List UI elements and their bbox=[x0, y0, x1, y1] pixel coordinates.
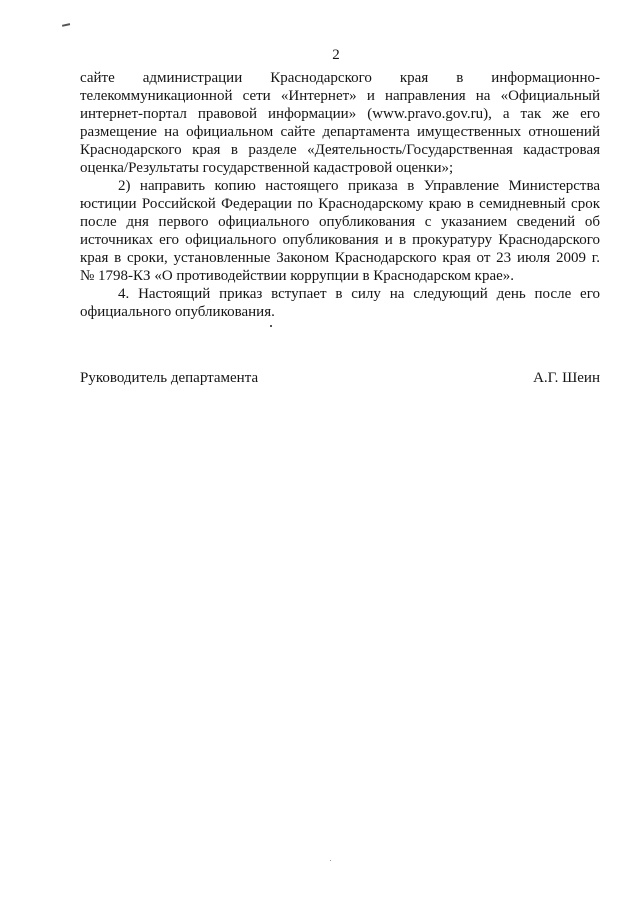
text-line: края в сроки, установленные Законом Краснодарского края от 23 июля 2009 г. bbox=[80, 250, 600, 266]
signatory-position: Руководитель департамента bbox=[80, 370, 259, 386]
scan-speck bbox=[330, 860, 331, 861]
text-line: сайте администрации Краснодарского края в информационно- bbox=[80, 70, 600, 86]
text-line: телекоммуникационной сети «Интернет» и направления на «Официальный bbox=[80, 88, 600, 104]
document-body bbox=[80, 69, 600, 321]
text-line: источниках его официального опубликования и в прокуратуру Краснодарского bbox=[80, 232, 600, 248]
text-line: размещение на официальном сайте департамента имущественных отношений bbox=[80, 124, 600, 140]
scan-mark bbox=[62, 23, 70, 26]
text-line: юстиции Российской Федерации по Краснодарскому краю в семидневный срок bbox=[80, 196, 600, 212]
signature-block bbox=[80, 369, 600, 387]
scan-speck bbox=[270, 325, 272, 327]
text-line: 4. Настоящий приказ вступает в силу на следующий день после его bbox=[118, 286, 600, 302]
signatory-name: А.Г. Шеин bbox=[533, 370, 600, 386]
text-line: после дня первого официального опубликования с указанием сведений об bbox=[80, 214, 600, 230]
text-line: Краснодарского края в разделе «Деятельность/Государственная кадастровая bbox=[80, 142, 600, 158]
text-line: интернет-портал правовой информации» (www.pravo.gov.ru), а так же его bbox=[80, 106, 600, 122]
paragraph-item-4 bbox=[80, 285, 600, 321]
paragraph-continuation bbox=[80, 69, 600, 177]
text-line: 2) направить копию настоящего приказа в Управление Министерства bbox=[118, 178, 600, 194]
text-line: оценка/Результаты государственной кадастровой оценки»; bbox=[80, 160, 454, 176]
page-number: 2 bbox=[332, 47, 340, 63]
text-line: официального опубликования. bbox=[80, 304, 275, 320]
paragraph-item-2 bbox=[80, 177, 600, 285]
text-line: № 1798-КЗ «О противодействии коррупции в Краснодарском крае». bbox=[80, 268, 515, 284]
